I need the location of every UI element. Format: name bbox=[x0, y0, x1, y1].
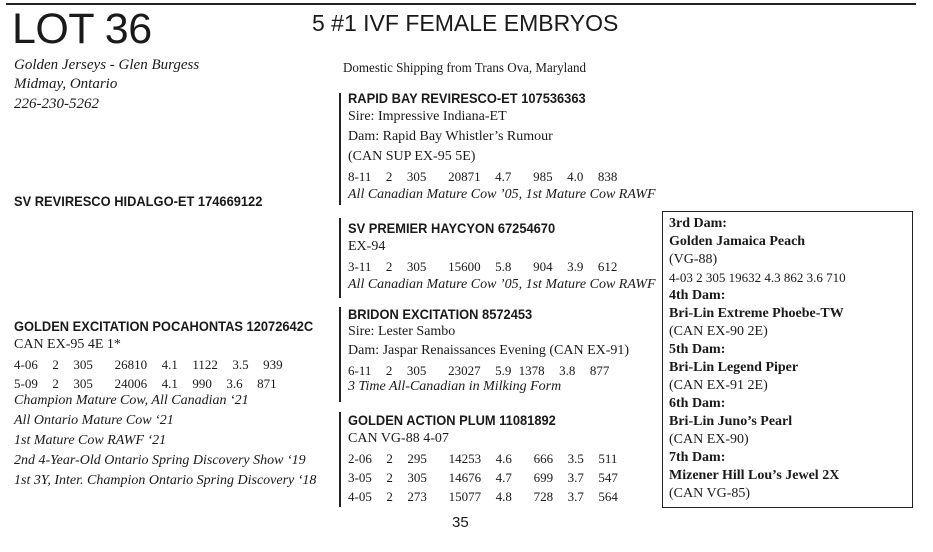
ancestor-dam-info: (CAN EX-90) bbox=[669, 432, 749, 447]
ancestor-dam-record: 4-03 2 305 19632 4.3 862 3.6 710 bbox=[669, 270, 846, 285]
dam-sire-honor: 3 Time All-Canadian in Milking Form bbox=[348, 379, 562, 394]
dam-sire-name: BRIDON EXCITATION 8572453 bbox=[348, 306, 533, 322]
sire-dam-name: SV PREMIER HAYCYON 67254670 bbox=[348, 220, 556, 236]
bracket-line-sire-dam bbox=[339, 218, 341, 298]
page-number: 35 bbox=[452, 514, 469, 531]
shipping-note: Domestic Shipping from Trans Ova, Maryland bbox=[343, 61, 587, 76]
dam-honor: All Ontario Mature Cow ‘21 bbox=[14, 413, 174, 428]
dam-dam-record: 2-06 2 295 14253 4.6 666 3.5 511 bbox=[348, 451, 618, 466]
bracket-line-dam-sire bbox=[339, 307, 341, 402]
consignor-phone: 226-230-5262 bbox=[14, 96, 99, 112]
sire-sire-line: Dam: Rapid Bay Whistler’s Rumour bbox=[348, 129, 553, 144]
dam-classification: CAN EX-95 4E 1* bbox=[14, 337, 121, 352]
ancestor-dam-name: Mizener Hill Lou’s Jewel 2X bbox=[669, 468, 840, 483]
dam-generation-label: 4th Dam: bbox=[669, 288, 726, 303]
ancestor-dam-name: Bri-Lin Extreme Phoebe-TW bbox=[669, 306, 844, 321]
dam-honor: 1st Mature Cow RAWF ‘21 bbox=[14, 433, 167, 448]
dam-sire-line: Sire: Lester Sambo bbox=[348, 324, 456, 339]
lot-number: LOT 36 bbox=[12, 5, 152, 53]
dam-honor: 2nd 4-Year-Old Ontario Spring Discovery Show ‘19 bbox=[14, 453, 306, 468]
ancestor-dam-info: (CAN EX-90 2E) bbox=[669, 324, 768, 339]
sire-sire-name: RAPID BAY REVIRESCO-ET 107536363 bbox=[348, 90, 586, 106]
ancestor-dam-name: Bri-Lin Legend Piper bbox=[669, 360, 799, 375]
sire-sire-record: 8-11 2 305 20871 4.7 985 4.0 838 bbox=[348, 169, 618, 184]
dam-dam-line: CAN VG-88 4-07 bbox=[348, 431, 449, 446]
dam-generation-label: 3rd Dam: bbox=[669, 216, 727, 231]
dam-record: 5-09 2 305 24006 4.1 990 3.6 871 bbox=[14, 376, 277, 391]
sire-sire-line: Sire: Impressive Indiana-ET bbox=[348, 109, 507, 124]
lot-title: 5 #1 IVF FEMALE EMBRYOS bbox=[312, 10, 619, 36]
ancestor-dam-name: Bri-Lin Juno’s Pearl bbox=[669, 414, 793, 429]
sire-dam-line: EX-94 bbox=[348, 239, 386, 254]
ancestor-dam-name: Golden Jamaica Peach bbox=[669, 234, 806, 249]
dam-honor: 1st 3Y, Inter. Champion Ontario Spring Discovery ‘18 bbox=[14, 473, 317, 488]
consignor-city: Midmay, Ontario bbox=[14, 76, 118, 92]
dam-generation-label: 6th Dam: bbox=[669, 396, 726, 411]
ancestor-dam-info: (CAN VG-85) bbox=[669, 486, 751, 501]
dam-honor: Champion Mature Cow, All Canadian ‘21 bbox=[14, 393, 249, 408]
dam-record: 4-06 2 305 26810 4.1 1122 3.5 939 bbox=[14, 357, 283, 372]
sire-sire-honor: All Canadian Mature Cow ’05, 1st Mature Cow RAWF bbox=[348, 187, 656, 202]
dam-sire-line: Dam: Jaspar Renaissances Evening (CAN EX-91) bbox=[348, 343, 630, 358]
consignor-name: Golden Jerseys - Glen Burgess bbox=[14, 57, 200, 73]
dam-dam-record: 4-05 2 273 15077 4.8 728 3.7 564 bbox=[348, 489, 618, 504]
sire-dam-honor: All Canadian Mature Cow ’05, 1st Mature Cow RAWF bbox=[348, 277, 656, 292]
dam-dam-record: 3-05 2 305 14676 4.7 699 3.7 547 bbox=[348, 470, 618, 485]
sire-sire-line: (CAN SUP EX-95 5E) bbox=[348, 149, 476, 164]
ancestor-dam-info: (VG-88) bbox=[669, 252, 718, 267]
ancestor-dam-info: (CAN EX-91 2E) bbox=[669, 378, 768, 393]
dam-generation-label: 5th Dam: bbox=[669, 342, 726, 357]
dam-name: GOLDEN EXCITATION POCAHONTAS 12072642C bbox=[14, 318, 314, 334]
bracket-line-dam-dam bbox=[339, 412, 341, 507]
dam-generation-label: 7th Dam: bbox=[669, 450, 726, 465]
bracket-line-sire bbox=[339, 93, 341, 205]
sire-name: SV REVIRESCO HIDALGO-ET 174669122 bbox=[14, 193, 263, 209]
dam-sire-record: 6-11 2 305 23027 5.9 1378 3.8 877 bbox=[348, 363, 610, 378]
sire-dam-record: 3-11 2 305 15600 5.8 904 3.9 612 bbox=[348, 259, 618, 274]
dam-dam-name: GOLDEN ACTION PLUM 11081892 bbox=[348, 412, 556, 428]
